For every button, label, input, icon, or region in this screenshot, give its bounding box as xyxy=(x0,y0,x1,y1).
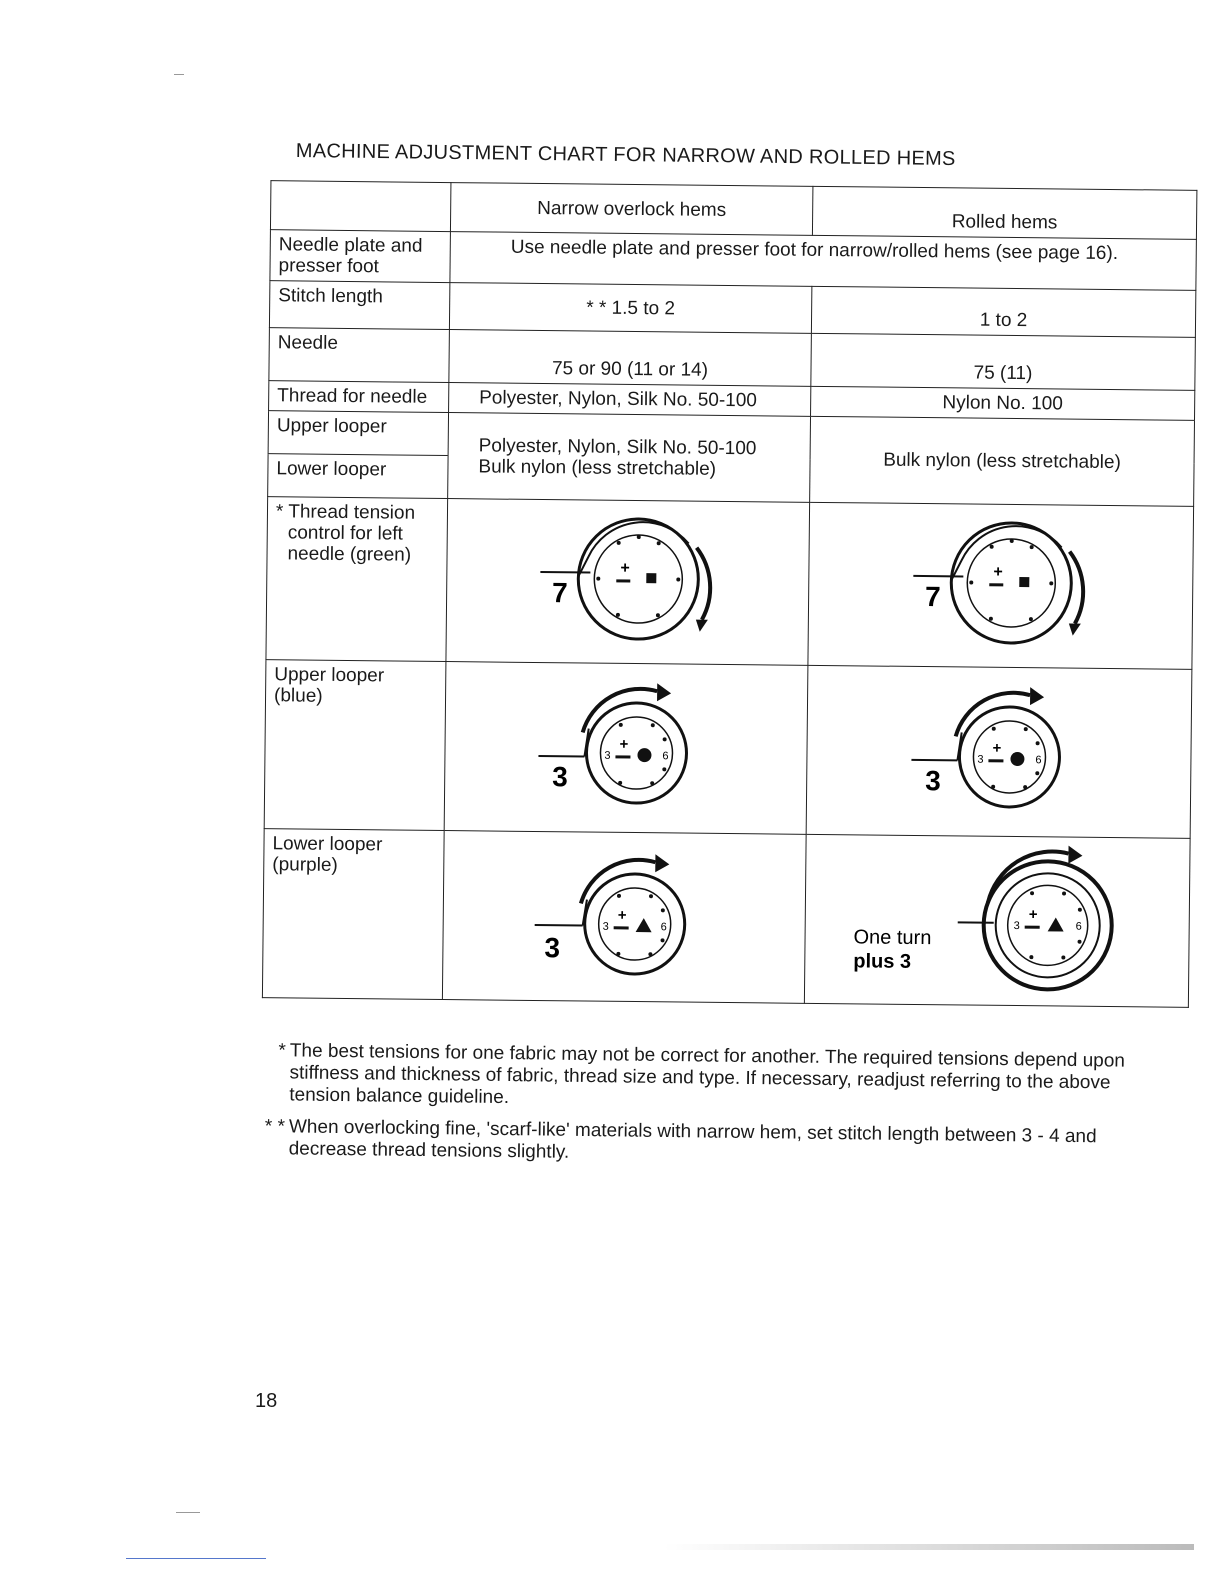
dial-cell-purple-rolled xyxy=(804,834,1190,1007)
page-title: MACHINE ADJUSTMENT CHART FOR NARROW AND ROLLED HEMS xyxy=(295,140,956,171)
dial-plus: + xyxy=(618,735,628,753)
adjustment-chart xyxy=(262,180,1197,1038)
dial-low-mark: 3 xyxy=(1013,919,1020,933)
header-rolled: Rolled hems xyxy=(812,186,1196,239)
row-label-tension-green: * Thread tension control for left needle (green) xyxy=(266,497,448,662)
dial-cell-purple-narrow xyxy=(442,831,806,1004)
tension-value-green-narrow: 7 xyxy=(551,577,568,609)
dial-high-mark: 6 xyxy=(1034,754,1042,767)
dial-low-mark: 3 xyxy=(602,920,609,933)
dial-plus: + xyxy=(991,739,1001,757)
square-knob-dial-icon xyxy=(890,510,1112,662)
adjustment-table xyxy=(262,180,1198,1008)
tension-value-purple-narrow: 3 xyxy=(543,932,560,964)
footnote xyxy=(257,1040,1163,1117)
footnote-mark: * * xyxy=(264,1116,286,1138)
tension-value-blue-narrow: 3 xyxy=(551,761,568,793)
footnote-mark: * xyxy=(278,1040,286,1062)
table-row xyxy=(264,660,1192,839)
dial-low-mark: 3 xyxy=(603,749,611,762)
stitch-rolled: 1 to 2 xyxy=(811,286,1195,337)
scan-artifact xyxy=(664,1544,1194,1550)
page-number: 18 xyxy=(255,1390,278,1412)
scan-artifact xyxy=(174,74,184,75)
dial-high-mark: 6 xyxy=(1075,920,1082,933)
scan-artifact xyxy=(126,1558,266,1559)
needle-rolled: 75 (11) xyxy=(811,333,1196,390)
one-turn-label: One turn xyxy=(852,926,932,950)
dial-high-mark: 6 xyxy=(661,750,669,763)
table-row xyxy=(262,829,1190,1008)
row-label-plate: Needle plate and presser foot xyxy=(270,230,451,283)
row-label-lower-looper: Lower looper xyxy=(268,454,448,499)
dial-cell-green-rolled xyxy=(808,502,1194,669)
footnote xyxy=(257,1116,1162,1171)
footnote-text: The best tensions for one fabric may not be correct for another. The required tensions depend upon stiffness and thickness of fabric, thread size and type. If necessary, readjust referring to the above tension balance guideline. xyxy=(289,1040,1126,1109)
dial-high-mark: 6 xyxy=(660,921,667,934)
table-row xyxy=(269,328,1196,391)
row-label-needle: Needle xyxy=(269,328,450,383)
thread-narrow: Polyester, Nylon, Silk No. 50-100 xyxy=(449,383,811,417)
row-label-thread: Thread for needle xyxy=(269,381,449,413)
dial-plus: + xyxy=(992,563,1003,581)
footnote-text: When overlocking fine, 'scarf-like' materials with narrow hem, set stitch length between 3 - 4 and decrease thread tensions slightly. xyxy=(288,1116,1097,1163)
dial-cell-blue-rolled xyxy=(806,665,1192,838)
row-label-stitch: Stitch length xyxy=(269,281,449,330)
looper-thread-narrow-line1: Polyester, Nylon, Silk No. 50-100 xyxy=(478,434,757,459)
footnotes xyxy=(256,1040,1163,1181)
dial-plus: + xyxy=(617,906,627,924)
thread-rolled: Nylon No. 100 xyxy=(811,386,1195,420)
stitch-narrow: * * 1.5 to 2 xyxy=(449,283,811,334)
plate-value: Use needle plate and presser foot for narrow/rolled hems (see page 16). xyxy=(450,232,1196,291)
circle-knob-dial-icon xyxy=(888,676,1110,828)
table-row xyxy=(266,497,1194,670)
header-narrow: Narrow overlock hems xyxy=(450,183,812,236)
circle-knob-dial-icon xyxy=(515,672,737,824)
row-label-tension-blue: Upper looper (blue) xyxy=(264,660,446,831)
dial-plus: + xyxy=(619,559,630,577)
scan-artifact xyxy=(176,1512,200,1513)
dial-low-mark: 3 xyxy=(976,753,984,766)
row-label-upper-looper: Upper looper xyxy=(268,411,448,456)
header-empty xyxy=(270,181,451,232)
tension-value-green-rolled: 7 xyxy=(924,581,941,613)
dial-cell-blue-narrow xyxy=(444,662,808,835)
plus-three-label: plus 3 xyxy=(852,950,911,973)
looper-thread-narrow-line2: Bulk nylon (less stretchable) xyxy=(478,455,717,480)
needle-narrow: 75 or 90 (11 or 14) xyxy=(449,330,812,387)
tension-value-blue-rolled: 3 xyxy=(924,765,941,797)
dial-plus: + xyxy=(1028,906,1038,924)
row-label-tension-purple: Lower looper (purple) xyxy=(262,829,444,1000)
dial-cell-green-narrow xyxy=(446,499,810,666)
looper-thread-rolled: Bulk nylon (less stretchable) xyxy=(810,416,1195,506)
square-knob-dial-icon xyxy=(517,506,739,658)
looper-thread-narrow xyxy=(448,413,811,503)
triangle-knob-dial-icon xyxy=(513,841,735,993)
triangle-knob-dial-icon xyxy=(846,841,1148,1000)
